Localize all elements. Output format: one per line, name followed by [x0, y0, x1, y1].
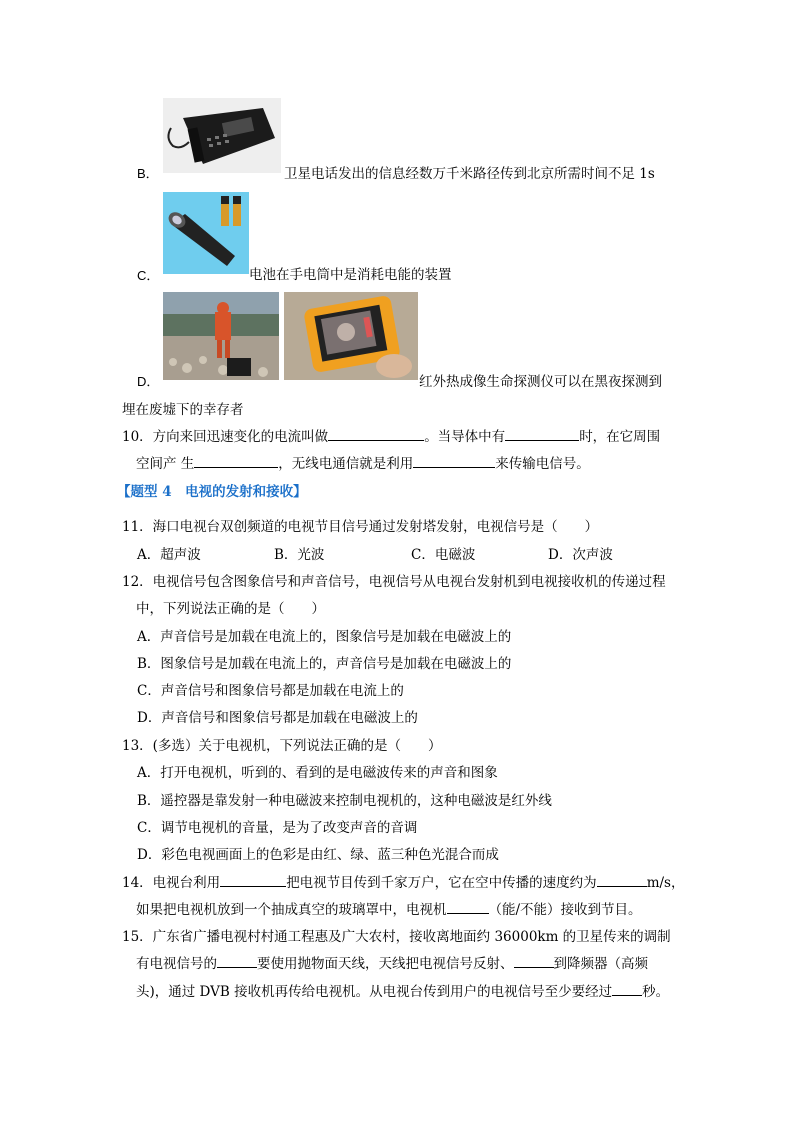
q15-line3 [136, 980, 669, 1000]
q11-option-c: C．电磁波 [411, 547, 476, 563]
rescuer-image [163, 292, 279, 380]
q15-part-3b: 秒。 [642, 984, 670, 1000]
q15-line1: 15．广东省广播电视村村通工程惠及广大农村，接收离地面约 36000km 的卫星传来的调制 [122, 929, 671, 945]
q15-part-3a: 头)，通过 DVB 接收机再传给电视机。从电视台传到用户的电视信号至少要经过 [136, 984, 613, 1000]
q15-part-2c: 到降频器（高频 [553, 956, 648, 972]
q13-option-c: C．调节电视机的音量，是为了改变声音的音调 [137, 820, 418, 836]
q10-part-f: 来传输电信号。 [495, 456, 590, 472]
q10-part-c: 时，在它周围 [579, 429, 661, 445]
q15-line2 [136, 952, 648, 972]
q13-option-a: A．打开电视机，听到的、看到的是电磁波传来的声音和图象 [137, 765, 498, 781]
q10-blank-3[interactable] [194, 455, 278, 468]
q15-blank-3[interactable] [612, 983, 642, 996]
q15-blank-1[interactable] [217, 955, 257, 968]
q10-blank-1[interactable] [328, 428, 424, 441]
q12-stem-line2: 中，下列说法正确的是（ ） [136, 601, 325, 617]
q9-option-d-letter: D． [137, 374, 160, 389]
satellite-phone-image [163, 98, 281, 173]
q9-option-b-text: 卫星电话发出的信息经数万千米路径传到北京所需时间不足 1s [284, 166, 655, 182]
q14-blank-2[interactable] [597, 874, 647, 887]
q15-part-2b: 要使用抛物面天线，天线把电视信号反射、 [257, 956, 514, 972]
q10-part-b: 。当导体中有 [424, 429, 506, 445]
q11-stem: 11．海口电视台双创频道的电视节目信号通过发射塔发射，电视信号是（ ） [122, 519, 599, 535]
q10-blank-2[interactable] [505, 428, 579, 441]
q13-option-d: D．彩色电视画面上的色彩是由红、绿、蓝三种色光混合而成 [137, 847, 499, 863]
q13-option-b: B．遥控器是靠发射一种电磁波来控制电视机的，这种电磁波是红外线 [137, 793, 552, 809]
q14-part-a: 14．电视台利用 [122, 875, 221, 891]
q12-option-d: D．声音信号和图象信号都是加载在电磁波上的 [137, 710, 418, 726]
q15-part-2a: 有电视信号的 [136, 956, 217, 972]
q12-option-c: C．声音信号和图象信号都是加载在电流上的 [137, 683, 404, 699]
q14-part-e: （能/不能）接收到节目。 [488, 902, 642, 918]
q14-line1 [122, 871, 684, 891]
q9-option-d-text-line1: 红外热成像生命探测仪可以在黑夜探测到 [419, 374, 662, 390]
q9-option-b-letter: B． [137, 166, 159, 181]
q10-line1 [122, 425, 660, 445]
section-heading-type4: 【题型 4 电视的发射和接收】 [117, 484, 307, 500]
q11-option-d: D．次声波 [548, 547, 613, 563]
flashlight-battery-image [163, 192, 249, 274]
q14-part-d: 如果把电视机放到一个抽成真空的玻璃罩中，电视机 [136, 902, 447, 918]
q12-option-b: B．图象信号是加载在电流上的，声音信号是加载在电磁波上的 [137, 656, 512, 672]
q10-part-e: ，无线电通信就是利用 [278, 456, 414, 472]
q13-stem: 13．(多选）关于电视机，下列说法正确的是（ ） [122, 738, 442, 754]
q12-stem-line1: 12．电视信号包含图象信号和声音信号，电视信号从电视台发射机到电视接收机的传递过程 [122, 574, 666, 590]
q9-option-c-letter: C． [137, 268, 160, 283]
q9-option-d-text-line2: 埋在废墟下的幸存者 [122, 402, 244, 418]
q14-line2 [136, 898, 642, 918]
q14-part-b: 把电视节目传到千家万户，它在空中传播的速度约为 [286, 875, 597, 891]
q14-part-c: m/s， [646, 875, 685, 891]
q9-option-c-text: 电池在手电筒中是消耗电能的装置 [249, 267, 452, 283]
q15-blank-2[interactable] [514, 955, 554, 968]
q14-blank-1[interactable] [220, 874, 286, 887]
q10-line2 [136, 452, 590, 472]
q12-option-a: A．声音信号是加载在电流上的，图象信号是加载在电磁波上的 [137, 629, 512, 645]
q11-option-a: A．超声波 [137, 547, 201, 563]
q14-blank-3[interactable] [447, 901, 489, 914]
thermal-detector-image [284, 292, 418, 380]
q10-part-d: 空间产 生 [136, 456, 195, 472]
q10-part-a: 10．方向来回迅速变化的电流叫做 [122, 429, 329, 445]
q10-blank-4[interactable] [413, 455, 495, 468]
q11-option-b: B．光波 [274, 547, 325, 563]
